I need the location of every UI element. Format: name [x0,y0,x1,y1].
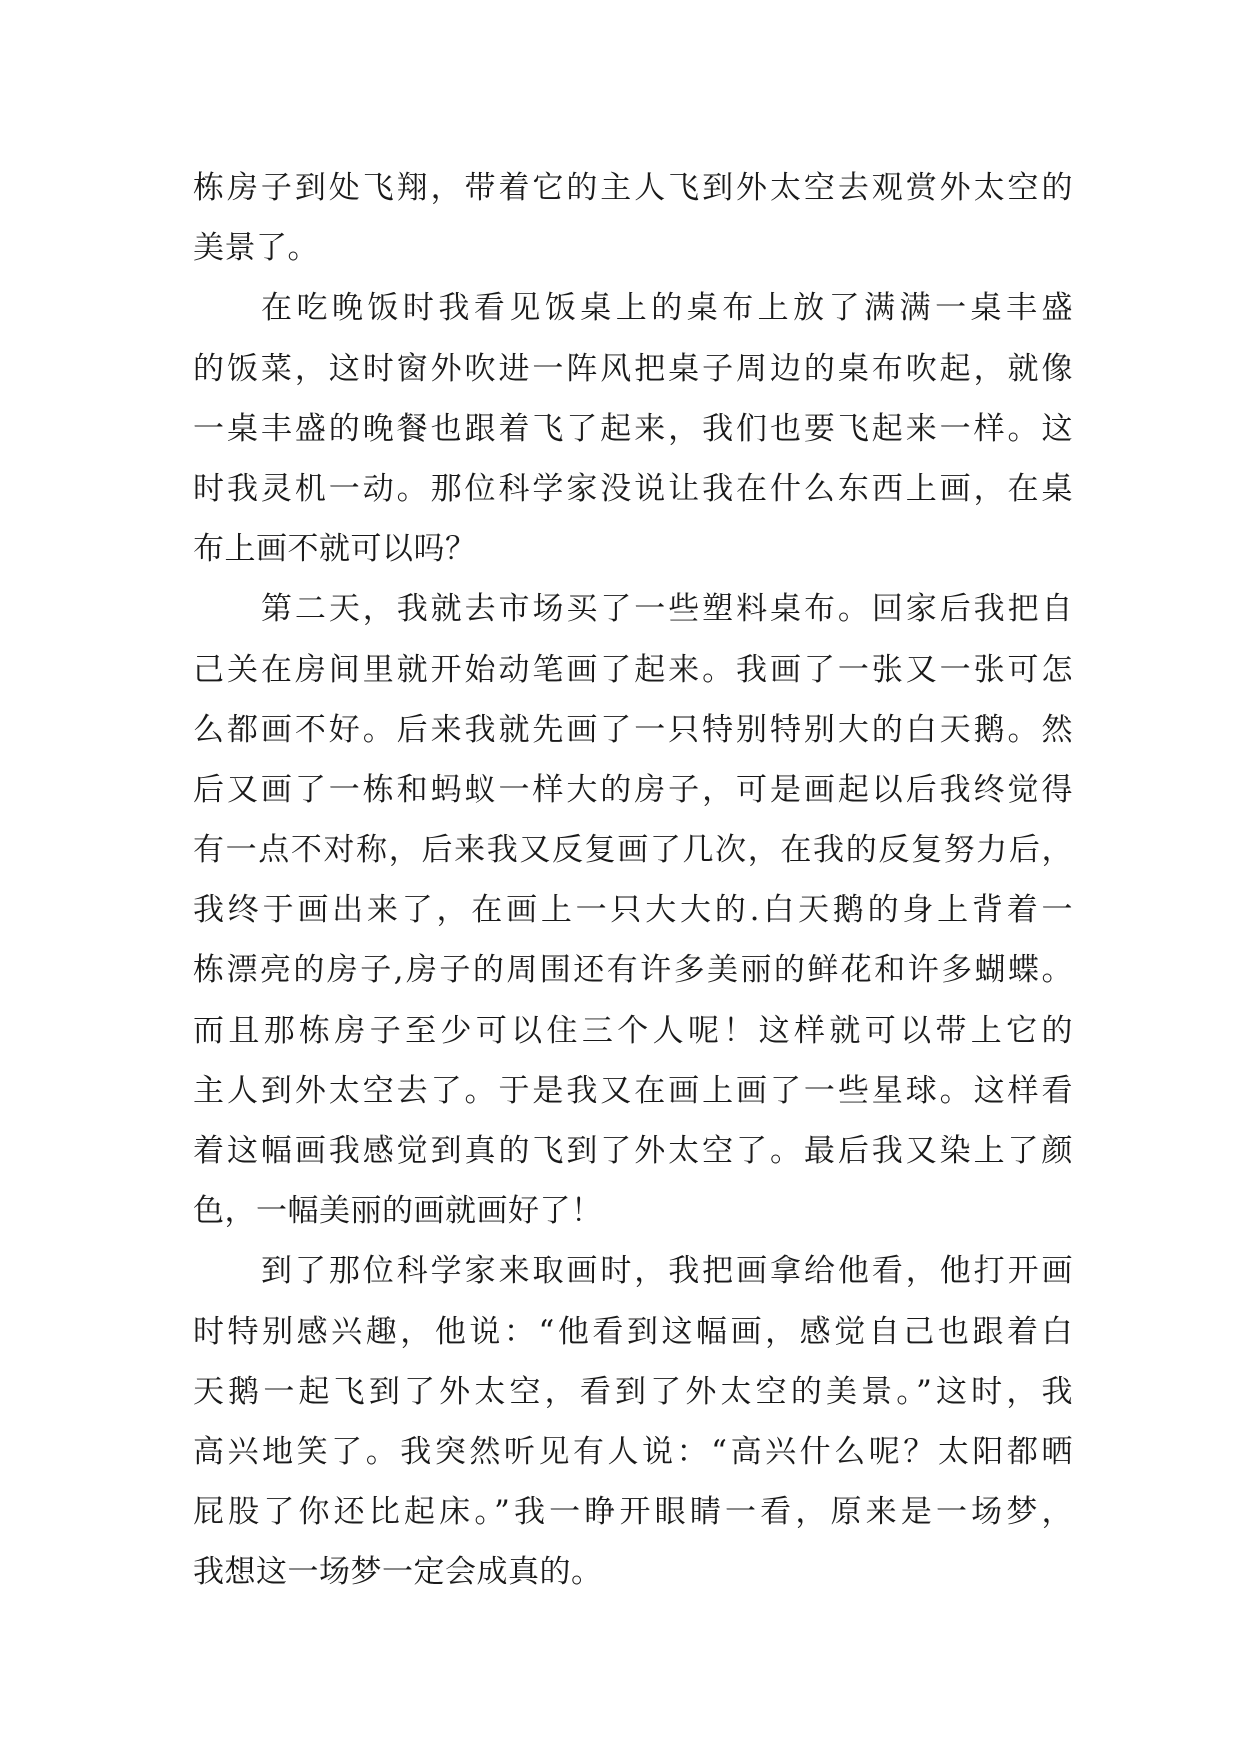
text-line: 在吃晚饭时我看见饭桌上的桌布上放了满满一桌丰盛 [261,290,1073,327]
text-line: 主人到外太空去了。于是我又在画上画了一些星球。这样看 [193,1072,1073,1109]
body-text [193,158,1073,1603]
text-line: 第二天，我就去市场买了一些塑料桌布。回家后我把自 [261,591,1073,628]
text-line: 布上画不就可以吗？ [193,531,477,568]
text-line: 栋漂亮的房子,房子的周围还有许多美丽的鲜花和许多蝴蝶。 [193,952,1073,989]
text-line: 我想这一场梦一定会成真的。 [193,1554,603,1591]
text-line: 一桌丰盛的晚餐也跟着飞了起来，我们也要飞起来一样。这 [193,410,1073,447]
text-line: 着这幅画我感觉到真的飞到了外太空了。最后我又染上了颜 [193,1133,1073,1169]
text-line: 天鹅一起飞到了外太空，看到了外太空的美景。”这时，我 [193,1373,1073,1410]
text-line: 栋房子到处飞翔，带着它的主人飞到外太空去观赏外太空的 [193,170,1073,206]
text-line: 我终于画出来了，在画上一只大大的.白天鹅的身上背着一 [193,892,1073,929]
text-line: 而且那栋房子至少可以住三个人呢！这样就可以带上它的 [193,1012,1073,1049]
text-line: 时我灵机一动。那位科学家没说让我在什么东西上画，在桌 [193,470,1073,507]
text-line: 有一点不对称，后来我又反复画了几次，在我的反复努力后， [193,832,1073,869]
text-line: 己关在房间里就开始动笔画了起来。我画了一张又一张可怎 [193,651,1073,688]
text-line: 屁股了你还比起床。”我一睁开眼睛一看，原来是一场梦， [193,1494,1073,1531]
text-line: 到了那位科学家来取画时，我把画拿给他看，他打开画 [261,1253,1073,1290]
text-line: 色，一幅美丽的画就画好了！ [193,1193,603,1230]
text-line: 后又画了一栋和蚂蚁一样大的房子，可是画起以后我终觉得 [193,771,1073,808]
text-line: 的饭菜，这时窗外吹进一阵风把桌子周边的桌布吹起，就像 [193,350,1073,387]
text-line: 高兴地笑了。我突然听见有人说：“高兴什么呢？太阳都晒 [193,1433,1073,1470]
text-line: 美景了。 [193,230,319,267]
text-line: 时特别感兴趣，他说：“他看到这幅画，感觉自己也跟着白 [193,1313,1073,1350]
text-line: 么都画不好。后来我就先画了一只特别特别大的白天鹅。然 [193,711,1073,748]
